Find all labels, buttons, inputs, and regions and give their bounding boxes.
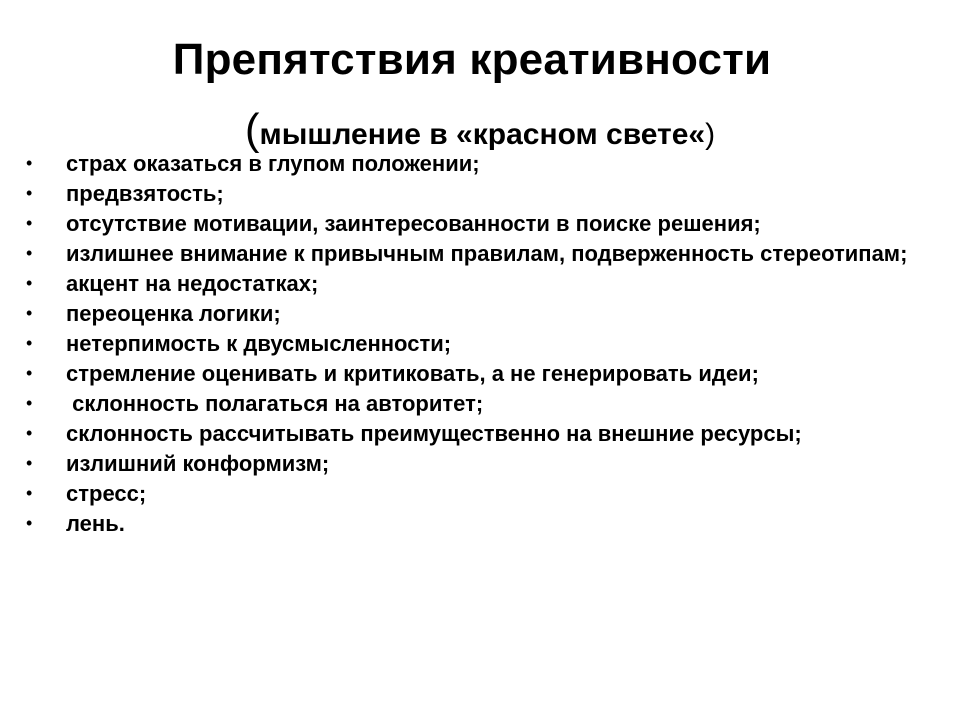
list-item [26,182,926,206]
bullet-icon: • [26,183,33,203]
list-item [26,212,926,236]
list-item-text: стресс; [66,481,147,506]
list-item [26,392,926,416]
bullet-icon: • [26,363,33,383]
list-item [26,152,926,176]
bullet-icon: • [26,243,33,263]
list-item [26,332,926,356]
list-item [26,482,926,506]
slide-title: Препятствия креативности [172,35,772,84]
list-item-text: нетерпимость к двусмысленности; [66,331,452,356]
bullet-icon: • [26,513,33,533]
list-item [26,242,926,266]
list-item-text: отсутствие мотивации, заинтересованности в поиске решения; [66,211,761,236]
list-item-text: излишний конформизм; [66,451,330,476]
list-item [26,512,926,536]
bullet-icon: • [26,483,33,503]
bullet-icon: • [26,273,33,293]
list-item [26,362,926,386]
list-item-text: склонность полагаться на авторитет; [66,391,484,416]
subtitle-close-paren: ) [705,118,716,151]
subtitle-open-paren: ( [244,105,260,154]
list-item-text: лень. [66,511,125,536]
bullet-icon: • [26,333,33,353]
list-item-text: страх оказаться в глупом положении; [66,151,480,176]
bullet-icon: • [26,213,33,233]
list-item [26,272,926,296]
subtitle-text: мышление в «красном свете« [259,118,706,151]
list-item-text: переоценка логики; [66,301,281,326]
bullet-icon: • [26,423,33,443]
list-item-text: стремление оценивать и критиковать, а не генерировать идеи; [66,361,759,386]
bullet-icon: • [26,393,33,413]
list-item-text: предвзятость; [66,181,224,206]
bullet-icon: • [26,303,33,323]
list-item [26,452,926,476]
list-item-text: акцент на недостатках; [66,271,319,296]
list-item [26,302,926,326]
list-item-text: склонность рассчитывать преимущественно на внешние ресурсы; [66,421,802,446]
bullet-icon: • [26,453,33,473]
bullet-icon: • [26,153,33,173]
list-item-text: излишнее внимание к привычным правилам, подверженность стереотипам; [66,241,908,266]
obstacles-list [26,152,926,542]
list-item [26,422,926,446]
